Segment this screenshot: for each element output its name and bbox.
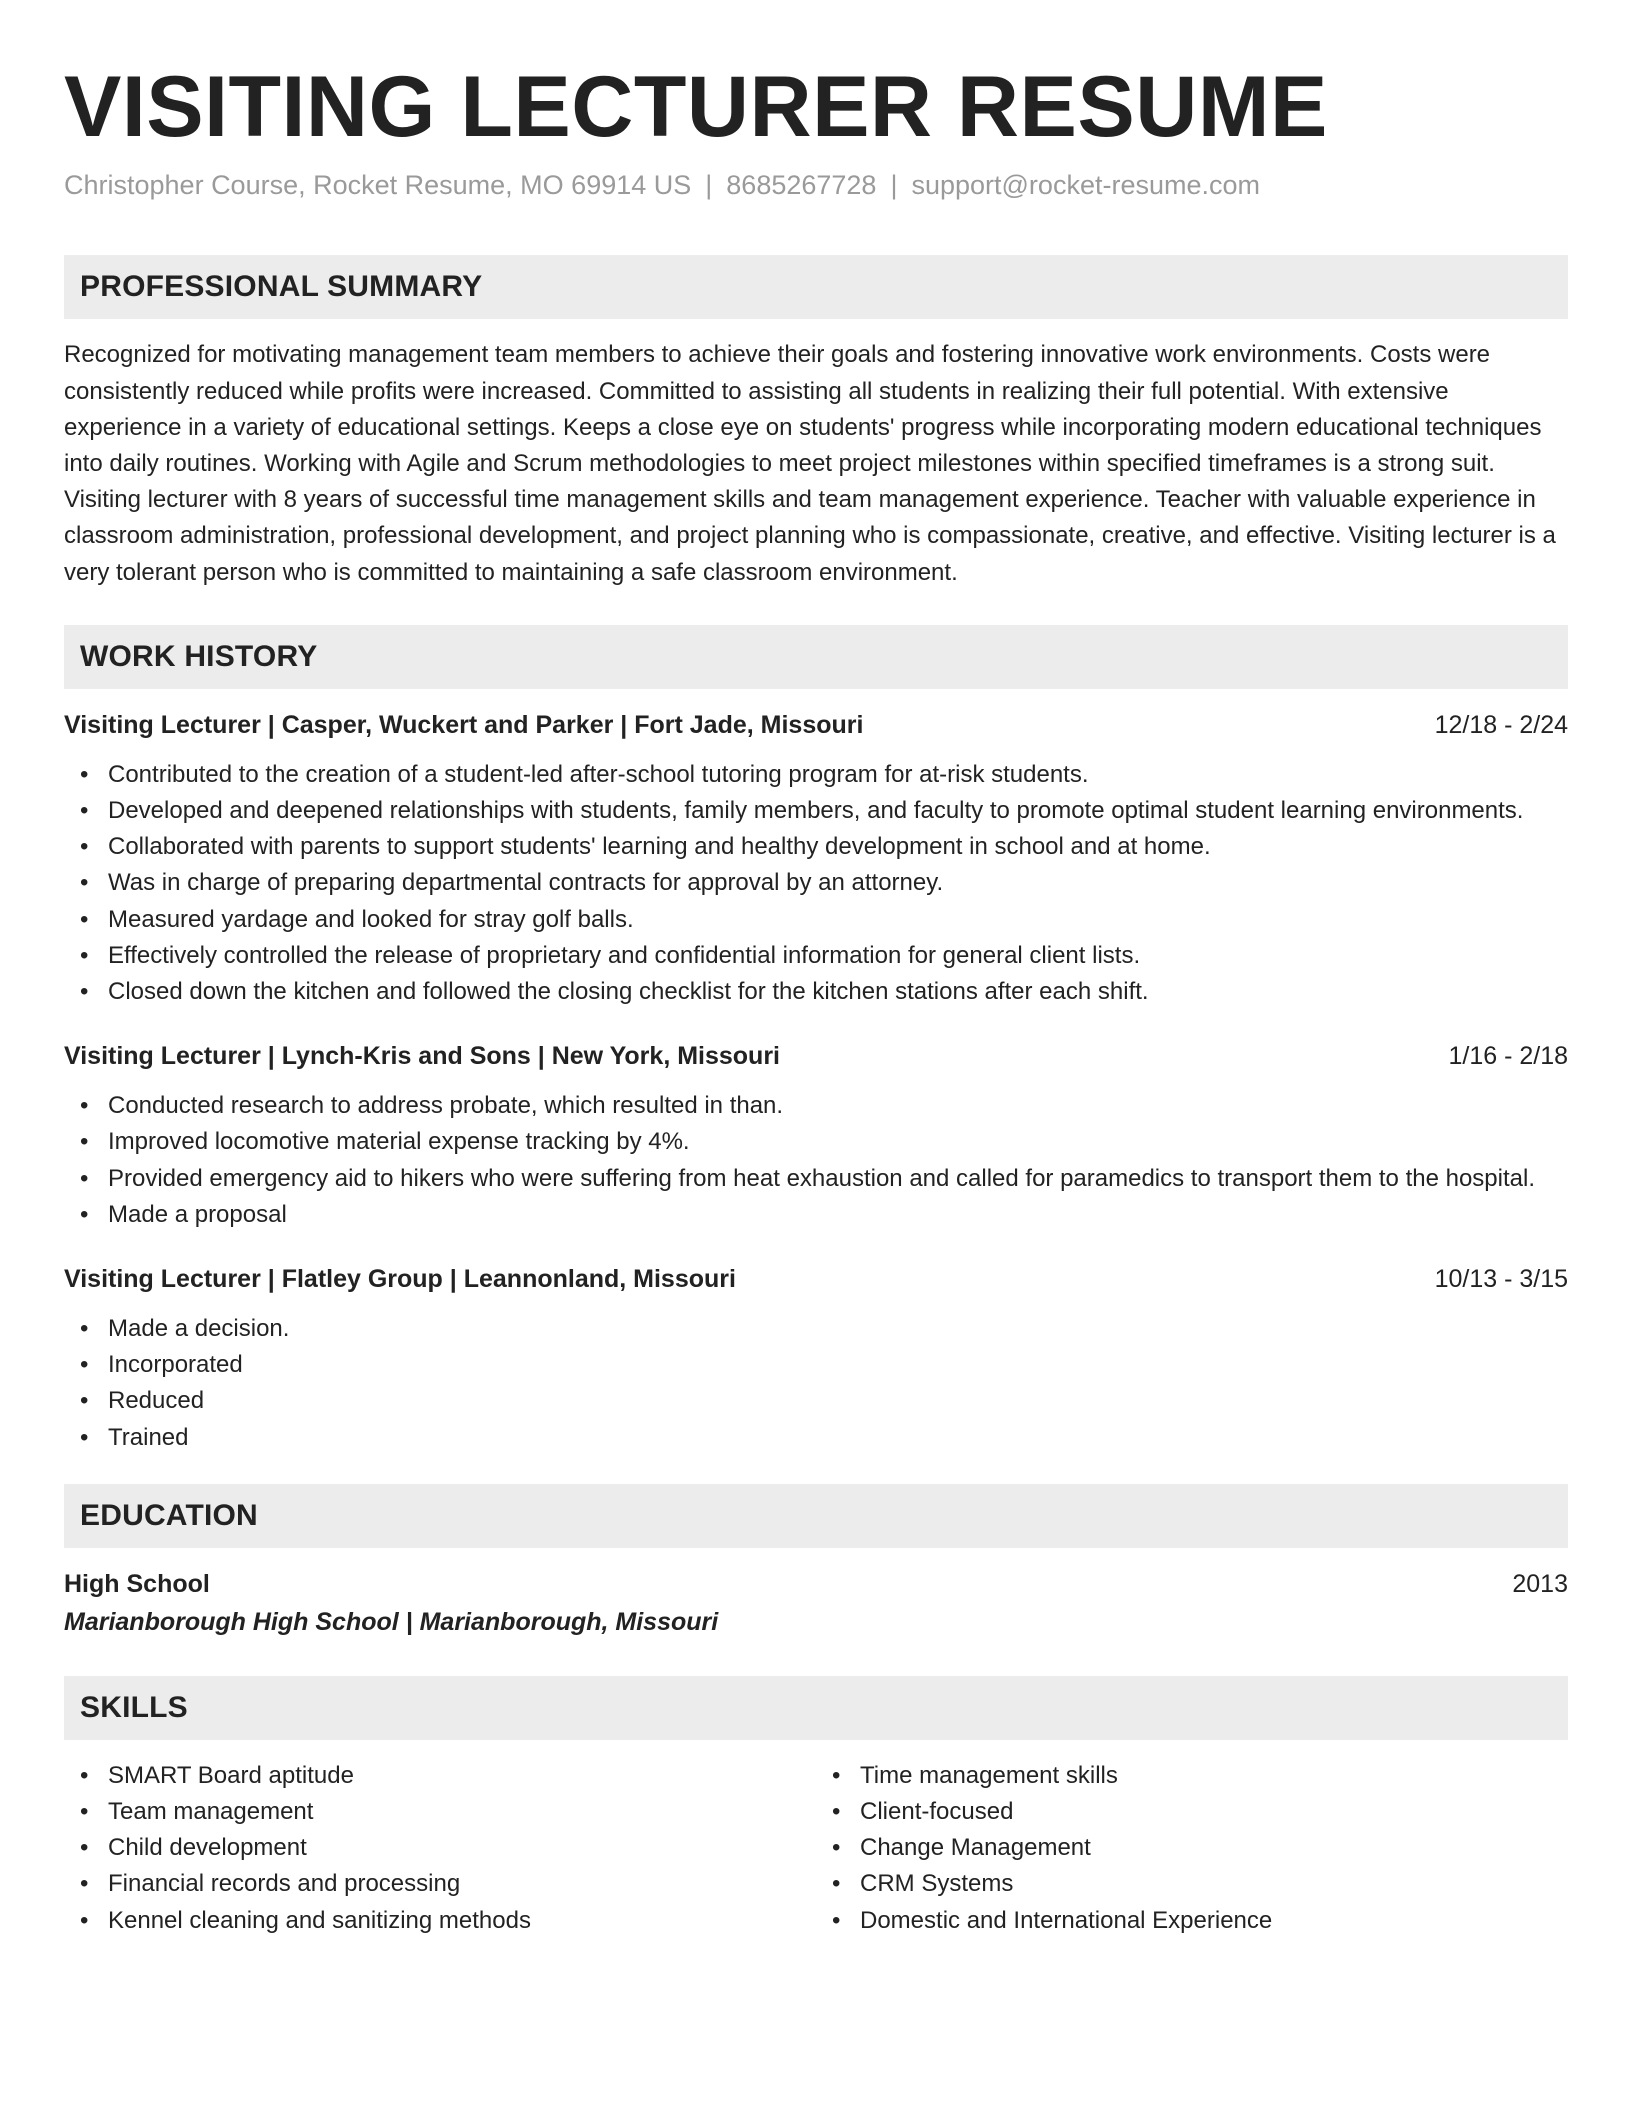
job-entry bbox=[64, 707, 1568, 1010]
job-bullet: • Incorporated bbox=[64, 1347, 1568, 1383]
job-bullets bbox=[64, 757, 1568, 1010]
job-bullet: • Provided emergency aid to hikers who were suffering from heat exhaustion and called for paramedics to transport them to the hospital. bbox=[64, 1161, 1568, 1197]
contact-email: support@rocket-resume.com bbox=[911, 170, 1260, 201]
education-entry bbox=[64, 1566, 1568, 1642]
job-bullet: • Reduced bbox=[64, 1383, 1568, 1419]
education-school: Marianborough High School | Marianborough, Missouri bbox=[64, 1607, 719, 1636]
work-section-header bbox=[64, 625, 1568, 689]
job-title: Visiting Lecturer | Flatley Group | Leannonland, Missouri bbox=[64, 1265, 736, 1294]
skill-item: • Kennel cleaning and sanitizing methods bbox=[64, 1903, 816, 1939]
contact-address: Christopher Course, Rocket Resume, MO 69914 US bbox=[64, 170, 692, 201]
skills-column-right bbox=[816, 1758, 1568, 1939]
summary-section-header bbox=[64, 255, 1568, 319]
skill-item: • Financial records and processing bbox=[64, 1866, 816, 1902]
job-bullets bbox=[64, 1088, 1568, 1233]
job-bullet: • Conducted research to address probate, which resulted in than. bbox=[64, 1088, 1568, 1124]
education-heading: EDUCATION bbox=[80, 1498, 258, 1532]
education-section-header bbox=[64, 1484, 1568, 1548]
summary-text: Recognized for motivating management team members to achieve their goals and fostering innovative work environments. Costs were consistently reduced while profits were increased. Committed to assisting all students in realizing their full potential. With extensive experience in a variety of educational settings. Keeps a close eye on students' progress while incorporating modern educational techniques into daily routines. Working with Agile and Scrum methodologies to meet project milestones within specified timeframes is a strong suit. Visiting lecturer with 8 years of successful time management skills and team management experience. Teacher with valuable experience in classroom administration, professional development, and project planning who is compassionate, creative, and effective. Visiting lecturer is a very tolerant person who is committed to maintaining a safe classroom environment. bbox=[64, 341, 1556, 586]
contact-line bbox=[64, 168, 1568, 203]
resume-title: VISITING LECTURER RESUME bbox=[64, 59, 1328, 155]
skill-item: • SMART Board aptitude bbox=[64, 1758, 816, 1794]
job-dates: 10/13 - 3/15 bbox=[1434, 1265, 1568, 1294]
job-title: Visiting Lecturer | Casper, Wuckert and Parker | Fort Jade, Missouri bbox=[64, 710, 864, 739]
contact-phone: 8685267728 bbox=[726, 170, 877, 201]
job-bullet: • Contributed to the creation of a student-led after-school tutoring program for at-risk students. bbox=[64, 757, 1568, 793]
work-heading: WORK HISTORY bbox=[80, 639, 318, 673]
job-header bbox=[64, 1038, 1568, 1074]
job-bullet: • Measured yardage and looked for stray golf balls. bbox=[64, 902, 1568, 938]
job-dates: 1/16 - 2/18 bbox=[1448, 1042, 1568, 1071]
skill-item: • Time management skills bbox=[816, 1758, 1568, 1794]
skill-item: • CRM Systems bbox=[816, 1866, 1568, 1902]
skills-heading: SKILLS bbox=[80, 1690, 188, 1724]
contact-separator: | bbox=[890, 170, 898, 201]
job-bullets bbox=[64, 1311, 1568, 1456]
contact-separator: | bbox=[705, 170, 713, 201]
job-bullet: • Closed down the kitchen and followed the closing checklist for the kitchen stations after each shift. bbox=[64, 974, 1568, 1010]
skills-column-left bbox=[64, 1758, 816, 1939]
summary-heading: PROFESSIONAL SUMMARY bbox=[80, 270, 483, 304]
job-title: Visiting Lecturer | Lynch-Kris and Sons | New York, Missouri bbox=[64, 1042, 781, 1071]
education-year: 2013 bbox=[1512, 1569, 1568, 1598]
job-bullet: • Made a decision. bbox=[64, 1311, 1568, 1347]
skill-item: • Domestic and International Experience bbox=[816, 1903, 1568, 1939]
job-header bbox=[64, 707, 1568, 743]
job-bullet: • Trained bbox=[64, 1420, 1568, 1456]
job-bullet: • Made a proposal bbox=[64, 1197, 1568, 1233]
skill-item: • Team management bbox=[64, 1794, 816, 1830]
skill-item: • Child development bbox=[64, 1830, 816, 1866]
job-entry bbox=[64, 1261, 1568, 1456]
education-header bbox=[64, 1566, 1568, 1602]
skill-item: • Change Management bbox=[816, 1830, 1568, 1866]
job-bullet: • Was in charge of preparing departmental contracts for approval by an attorney. bbox=[64, 865, 1568, 901]
job-bullet: • Improved locomotive material expense tracking by 4%. bbox=[64, 1124, 1568, 1160]
job-bullet: • Collaborated with parents to support students' learning and healthy development in school and at home. bbox=[64, 829, 1568, 865]
job-dates: 12/18 - 2/24 bbox=[1434, 710, 1568, 739]
skills-list bbox=[64, 1758, 1568, 1939]
job-entry bbox=[64, 1038, 1568, 1233]
job-bullet: • Developed and deepened relationships with students, family members, and faculty to promote optimal student learning environments. bbox=[64, 793, 1568, 829]
skills-section-header bbox=[64, 1676, 1568, 1740]
job-bullet: • Effectively controlled the release of proprietary and confidential information for general client lists. bbox=[64, 938, 1568, 974]
job-header bbox=[64, 1261, 1568, 1297]
education-degree: High School bbox=[64, 1569, 210, 1598]
skill-item: • Client-focused bbox=[816, 1794, 1568, 1830]
